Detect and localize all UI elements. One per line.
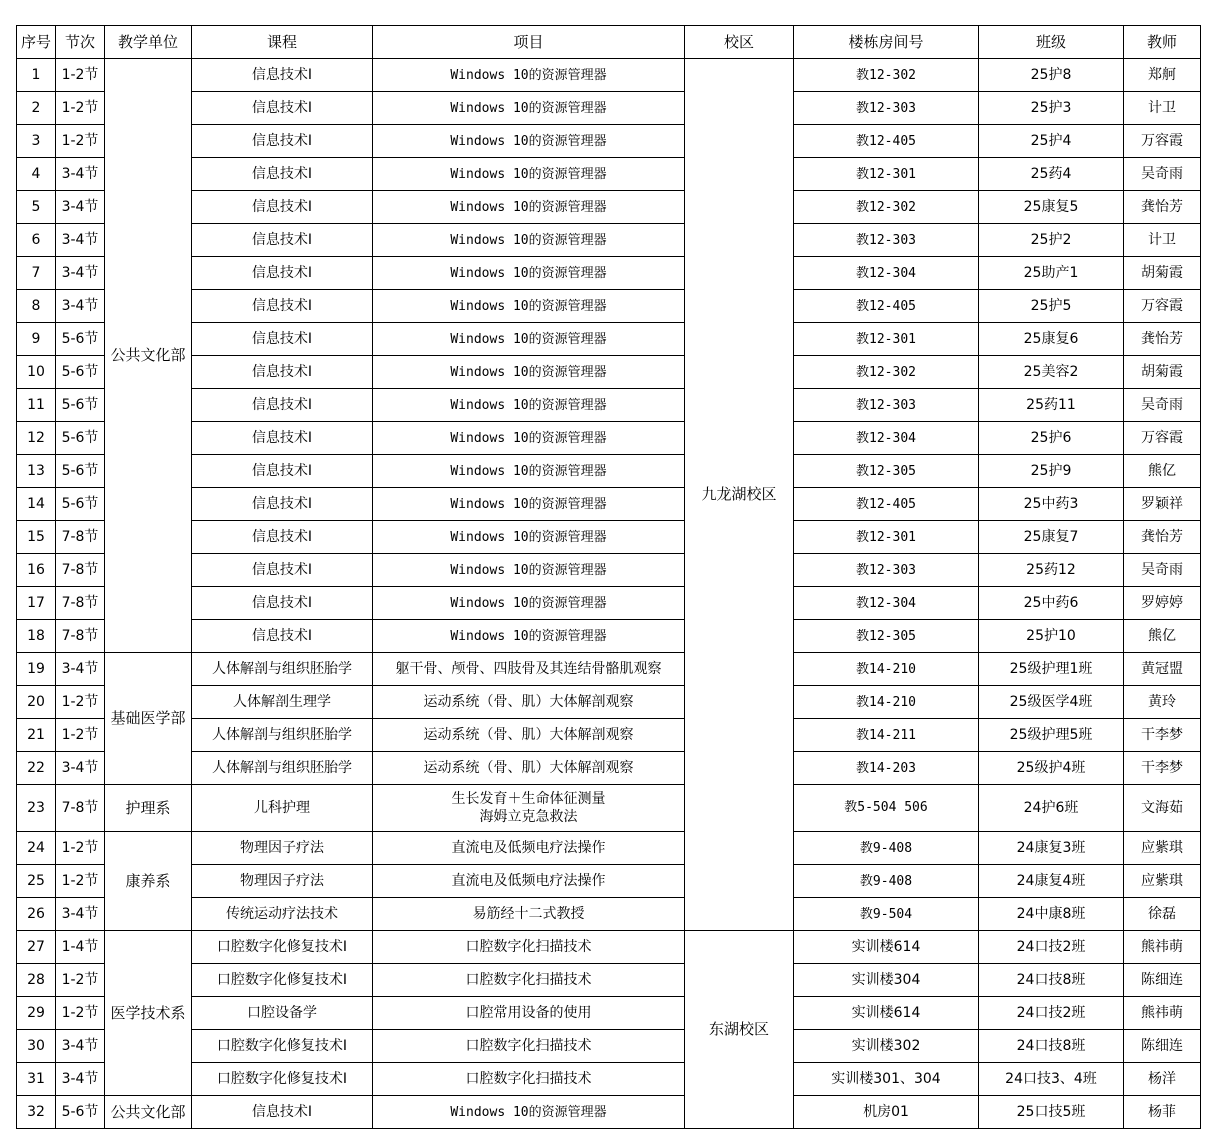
cell-period: 1-2节 xyxy=(56,832,105,865)
cell-project: Windows 10的资源管理器 xyxy=(373,323,685,356)
cell-period: 3-4节 xyxy=(56,158,105,191)
cell-index: 22 xyxy=(17,752,56,785)
cell-index: 3 xyxy=(17,125,56,158)
cell-class: 25药4 xyxy=(979,158,1124,191)
cell-teacher: 龚怡芳 xyxy=(1124,323,1201,356)
cell-teacher: 陈细连 xyxy=(1124,964,1201,997)
cell-period: 1-2节 xyxy=(56,59,105,92)
cell-course: 信息技术Ⅰ xyxy=(192,521,373,554)
cell-index: 30 xyxy=(17,1030,56,1063)
cell-period: 1-2节 xyxy=(56,997,105,1030)
cell-project: 运动系统（骨、肌）大体解剖观察 xyxy=(373,752,685,785)
header-class: 班级 xyxy=(979,26,1124,59)
cell-class: 25康复7 xyxy=(979,521,1124,554)
cell-index: 4 xyxy=(17,158,56,191)
cell-room: 教5-504 506 xyxy=(794,785,979,832)
cell-teacher: 黄冠盟 xyxy=(1124,653,1201,686)
cell-class: 25护9 xyxy=(979,455,1124,488)
cell-index: 26 xyxy=(17,898,56,931)
cell-room: 实训楼614 xyxy=(794,931,979,964)
cell-index: 11 xyxy=(17,389,56,422)
table-row xyxy=(17,488,1201,521)
cell-period: 1-2节 xyxy=(56,719,105,752)
cell-room: 机房01 xyxy=(794,1096,979,1129)
cell-index: 21 xyxy=(17,719,56,752)
cell-teacher: 应紫琪 xyxy=(1124,832,1201,865)
cell-period: 1-2节 xyxy=(56,92,105,125)
cell-project: Windows 10的资源管理器 xyxy=(373,554,685,587)
cell-room: 教12-304 xyxy=(794,257,979,290)
cell-teacher: 胡菊霞 xyxy=(1124,356,1201,389)
cell-project: 直流电及低频电疗法操作 xyxy=(373,865,685,898)
cell-project: Windows 10的资源管理器 xyxy=(373,620,685,653)
cell-index: 19 xyxy=(17,653,56,686)
cell-period: 7-8节 xyxy=(56,785,105,832)
cell-class: 25护6 xyxy=(979,422,1124,455)
table-row xyxy=(17,1030,1201,1063)
table-body xyxy=(17,59,1201,1129)
cell-period: 5-6节 xyxy=(56,455,105,488)
cell-teacher: 陈细连 xyxy=(1124,1030,1201,1063)
table-row xyxy=(17,898,1201,931)
cell-class: 25中药3 xyxy=(979,488,1124,521)
cell-teacher: 文海茹 xyxy=(1124,785,1201,832)
cell-room: 实训楼614 xyxy=(794,997,979,1030)
cell-index: 15 xyxy=(17,521,56,554)
cell-index: 9 xyxy=(17,323,56,356)
table-row xyxy=(17,1096,1201,1129)
cell-project: 口腔数字化扫描技术 xyxy=(373,964,685,997)
header-teacher: 教师 xyxy=(1124,26,1201,59)
cell-index: 25 xyxy=(17,865,56,898)
cell-project: Windows 10的资源管理器 xyxy=(373,92,685,125)
cell-project-line: 海姆立克急救法 xyxy=(479,809,578,825)
cell-period: 3-4节 xyxy=(56,290,105,323)
table-row xyxy=(17,931,1201,964)
cell-room: 实训楼301、304 xyxy=(794,1063,979,1096)
cell-room: 教12-405 xyxy=(794,488,979,521)
cell-room: 教12-405 xyxy=(794,290,979,323)
cell-teacher: 万容霞 xyxy=(1124,422,1201,455)
cell-index: 29 xyxy=(17,997,56,1030)
table-row xyxy=(17,620,1201,653)
cell-room: 实训楼304 xyxy=(794,964,979,997)
cell-index: 27 xyxy=(17,931,56,964)
cell-course: 信息技术Ⅰ xyxy=(192,125,373,158)
cell-room: 教12-302 xyxy=(794,191,979,224)
cell-teacher: 干李梦 xyxy=(1124,719,1201,752)
cell-course: 信息技术Ⅰ xyxy=(192,587,373,620)
cell-room: 教14-210 xyxy=(794,653,979,686)
cell-index: 17 xyxy=(17,587,56,620)
cell-room: 教12-302 xyxy=(794,356,979,389)
cell-teacher: 罗婷婷 xyxy=(1124,587,1201,620)
cell-period: 1-2节 xyxy=(56,865,105,898)
cell-index: 10 xyxy=(17,356,56,389)
cell-project: 运动系统（骨、肌）大体解剖观察 xyxy=(373,719,685,752)
cell-course: 信息技术Ⅰ xyxy=(192,191,373,224)
cell-period: 1-2节 xyxy=(56,125,105,158)
cell-class: 25康复6 xyxy=(979,323,1124,356)
header-room: 楼栋房间号 xyxy=(794,26,979,59)
cell-period: 5-6节 xyxy=(56,488,105,521)
cell-course: 信息技术Ⅰ xyxy=(192,1096,373,1129)
cell-teacher: 黄玲 xyxy=(1124,686,1201,719)
cell-period: 5-6节 xyxy=(56,323,105,356)
cell-campus: 东湖校区 xyxy=(685,931,794,1129)
cell-course: 信息技术Ⅰ xyxy=(192,389,373,422)
cell-teacher: 吴奇雨 xyxy=(1124,389,1201,422)
cell-class: 25级护理1班 xyxy=(979,653,1124,686)
table-row xyxy=(17,785,1201,832)
cell-index: 12 xyxy=(17,422,56,455)
cell-project: 口腔常用设备的使用 xyxy=(373,997,685,1030)
cell-class: 25护4 xyxy=(979,125,1124,158)
cell-course: 口腔设备学 xyxy=(192,997,373,1030)
cell-course: 口腔数字化修复技术I xyxy=(192,931,373,964)
cell-class: 25护2 xyxy=(979,224,1124,257)
cell-period: 5-6节 xyxy=(56,1096,105,1129)
cell-class: 24口技2班 xyxy=(979,997,1124,1030)
cell-unit: 基础医学部 xyxy=(105,653,192,785)
cell-room: 教14-203 xyxy=(794,752,979,785)
cell-project: Windows 10的资源管理器 xyxy=(373,125,685,158)
table-row xyxy=(17,224,1201,257)
cell-unit: 医学技术系 xyxy=(105,931,192,1096)
header-course: 课程 xyxy=(192,26,373,59)
cell-class: 24口技8班 xyxy=(979,1030,1124,1063)
cell-course: 人体解剖与组织胚胎学 xyxy=(192,653,373,686)
cell-project: 口腔数字化扫描技术 xyxy=(373,1063,685,1096)
cell-class: 25药11 xyxy=(979,389,1124,422)
cell-room: 教9-504 xyxy=(794,898,979,931)
cell-period: 3-4节 xyxy=(56,1063,105,1096)
cell-period: 5-6节 xyxy=(56,422,105,455)
cell-project: Windows 10的资源管理器 xyxy=(373,191,685,224)
cell-teacher: 熊亿 xyxy=(1124,620,1201,653)
cell-course: 信息技术Ⅰ xyxy=(192,158,373,191)
cell-period: 3-4节 xyxy=(56,653,105,686)
cell-teacher: 龚怡芳 xyxy=(1124,521,1201,554)
cell-teacher: 吴奇雨 xyxy=(1124,158,1201,191)
cell-teacher: 万容霞 xyxy=(1124,125,1201,158)
cell-teacher: 胡菊霞 xyxy=(1124,257,1201,290)
cell-index: 20 xyxy=(17,686,56,719)
cell-room: 教9-408 xyxy=(794,865,979,898)
cell-class: 24护6班 xyxy=(979,785,1124,832)
cell-period: 5-6节 xyxy=(56,356,105,389)
cell-teacher: 徐磊 xyxy=(1124,898,1201,931)
cell-index: 1 xyxy=(17,59,56,92)
cell-index: 32 xyxy=(17,1096,56,1129)
cell-class: 25口技5班 xyxy=(979,1096,1124,1129)
cell-unit: 康养系 xyxy=(105,832,192,931)
cell-project: Windows 10的资源管理器 xyxy=(373,257,685,290)
cell-room: 教14-210 xyxy=(794,686,979,719)
cell-course: 人体解剖与组织胚胎学 xyxy=(192,719,373,752)
cell-project: 口腔数字化扫描技术 xyxy=(373,1030,685,1063)
cell-period: 7-8节 xyxy=(56,620,105,653)
cell-class: 25中药6 xyxy=(979,587,1124,620)
cell-period: 1-2节 xyxy=(56,964,105,997)
cell-class: 24康复4班 xyxy=(979,865,1124,898)
cell-period: 5-6节 xyxy=(56,389,105,422)
cell-teacher: 熊亿 xyxy=(1124,455,1201,488)
cell-course: 信息技术Ⅰ xyxy=(192,455,373,488)
cell-room: 教12-303 xyxy=(794,389,979,422)
cell-room: 教12-301 xyxy=(794,521,979,554)
cell-room: 教12-304 xyxy=(794,587,979,620)
cell-teacher: 干李梦 xyxy=(1124,752,1201,785)
cell-class: 25级护理5班 xyxy=(979,719,1124,752)
cell-course: 信息技术Ⅰ xyxy=(192,356,373,389)
table-row xyxy=(17,323,1201,356)
cell-class: 25助产1 xyxy=(979,257,1124,290)
cell-teacher: 郑舸 xyxy=(1124,59,1201,92)
cell-room: 教14-211 xyxy=(794,719,979,752)
cell-campus: 九龙湖校区 xyxy=(685,59,794,931)
table-row xyxy=(17,1063,1201,1096)
cell-project: Windows 10的资源管理器 xyxy=(373,422,685,455)
cell-project: Windows 10的资源管理器 xyxy=(373,290,685,323)
cell-room: 教12-303 xyxy=(794,554,979,587)
cell-course: 人体解剖生理学 xyxy=(192,686,373,719)
cell-class: 25护3 xyxy=(979,92,1124,125)
table-row xyxy=(17,554,1201,587)
cell-course: 信息技术Ⅰ xyxy=(192,488,373,521)
table-row xyxy=(17,290,1201,323)
table-row xyxy=(17,964,1201,997)
schedule-table xyxy=(16,25,1201,1129)
header-period: 节次 xyxy=(56,26,105,59)
cell-room: 教12-405 xyxy=(794,125,979,158)
cell-class: 24口技3、4班 xyxy=(979,1063,1124,1096)
cell-project xyxy=(373,785,685,832)
cell-index: 18 xyxy=(17,620,56,653)
cell-class: 24口技2班 xyxy=(979,931,1124,964)
table-row xyxy=(17,92,1201,125)
cell-room: 教12-302 xyxy=(794,59,979,92)
table-row xyxy=(17,521,1201,554)
cell-room: 教12-301 xyxy=(794,158,979,191)
cell-index: 23 xyxy=(17,785,56,832)
table-row xyxy=(17,389,1201,422)
cell-room: 教12-305 xyxy=(794,620,979,653)
cell-period: 3-4节 xyxy=(56,224,105,257)
cell-room: 教12-301 xyxy=(794,323,979,356)
cell-room: 教12-305 xyxy=(794,455,979,488)
cell-room: 教12-304 xyxy=(794,422,979,455)
table-row xyxy=(17,356,1201,389)
cell-room: 教12-303 xyxy=(794,224,979,257)
cell-period: 7-8节 xyxy=(56,554,105,587)
cell-project: Windows 10的资源管理器 xyxy=(373,158,685,191)
cell-index: 7 xyxy=(17,257,56,290)
cell-class: 24康复3班 xyxy=(979,832,1124,865)
header-row xyxy=(17,26,1201,59)
table-row xyxy=(17,997,1201,1030)
table-row xyxy=(17,125,1201,158)
cell-teacher: 应紫琪 xyxy=(1124,865,1201,898)
cell-index: 31 xyxy=(17,1063,56,1096)
table-row xyxy=(17,832,1201,865)
cell-index: 16 xyxy=(17,554,56,587)
cell-course: 信息技术Ⅰ xyxy=(192,554,373,587)
table-row xyxy=(17,752,1201,785)
table-row xyxy=(17,587,1201,620)
table-row xyxy=(17,158,1201,191)
table-row xyxy=(17,653,1201,686)
cell-project-line: 生长发育＋生命体征测量 xyxy=(451,791,606,807)
cell-class: 25康复5 xyxy=(979,191,1124,224)
cell-course: 口腔数字化修复技术I xyxy=(192,1063,373,1096)
cell-project: 口腔数字化扫描技术 xyxy=(373,931,685,964)
cell-unit: 公共文化部 xyxy=(105,1096,192,1129)
cell-room: 教9-408 xyxy=(794,832,979,865)
table-row xyxy=(17,59,1201,92)
cell-index: 24 xyxy=(17,832,56,865)
cell-class: 25级护4班 xyxy=(979,752,1124,785)
cell-course: 信息技术Ⅰ xyxy=(192,620,373,653)
cell-project: Windows 10的资源管理器 xyxy=(373,587,685,620)
cell-class: 25药12 xyxy=(979,554,1124,587)
table-row xyxy=(17,686,1201,719)
cell-class: 25美容2 xyxy=(979,356,1124,389)
cell-index: 13 xyxy=(17,455,56,488)
cell-project: 运动系统（骨、肌）大体解剖观察 xyxy=(373,686,685,719)
cell-course: 信息技术Ⅰ xyxy=(192,224,373,257)
cell-project: Windows 10的资源管理器 xyxy=(373,224,685,257)
cell-teacher: 杨洋 xyxy=(1124,1063,1201,1096)
cell-index: 5 xyxy=(17,191,56,224)
cell-room: 教12-303 xyxy=(794,92,979,125)
header-unit: 教学单位 xyxy=(105,26,192,59)
cell-teacher: 计卫 xyxy=(1124,224,1201,257)
cell-period: 3-4节 xyxy=(56,752,105,785)
cell-course: 信息技术Ⅰ xyxy=(192,257,373,290)
cell-course: 口腔数字化修复技术I xyxy=(192,964,373,997)
table-row xyxy=(17,455,1201,488)
cell-course: 儿科护理 xyxy=(192,785,373,832)
cell-period: 3-4节 xyxy=(56,191,105,224)
cell-index: 6 xyxy=(17,224,56,257)
cell-course: 口腔数字化修复技术I xyxy=(192,1030,373,1063)
cell-period: 7-8节 xyxy=(56,521,105,554)
cell-teacher: 计卫 xyxy=(1124,92,1201,125)
cell-project: Windows 10的资源管理器 xyxy=(373,1096,685,1129)
cell-class: 24口技8班 xyxy=(979,964,1124,997)
cell-period: 1-2节 xyxy=(56,686,105,719)
cell-course: 信息技术Ⅰ xyxy=(192,290,373,323)
cell-project: 易筋经十二式教授 xyxy=(373,898,685,931)
cell-course: 信息技术Ⅰ xyxy=(192,323,373,356)
cell-course: 传统运动疗法技术 xyxy=(192,898,373,931)
cell-period: 7-8节 xyxy=(56,587,105,620)
table-row xyxy=(17,865,1201,898)
cell-project: Windows 10的资源管理器 xyxy=(373,488,685,521)
schedule-sheet xyxy=(16,25,1201,1129)
cell-class: 25级医学4班 xyxy=(979,686,1124,719)
cell-index: 14 xyxy=(17,488,56,521)
cell-teacher: 熊祎萌 xyxy=(1124,931,1201,964)
cell-period: 3-4节 xyxy=(56,898,105,931)
cell-class: 25护8 xyxy=(979,59,1124,92)
cell-project: 直流电及低频电疗法操作 xyxy=(373,832,685,865)
header-campus: 校区 xyxy=(685,26,794,59)
table-row xyxy=(17,257,1201,290)
cell-course: 物理因子疗法 xyxy=(192,865,373,898)
cell-course: 信息技术Ⅰ xyxy=(192,59,373,92)
cell-period: 3-4节 xyxy=(56,257,105,290)
cell-course: 物理因子疗法 xyxy=(192,832,373,865)
cell-teacher: 熊祎萌 xyxy=(1124,997,1201,1030)
cell-project: 躯干骨、颅骨、四肢骨及其连结骨骼肌观察 xyxy=(373,653,685,686)
header-project: 项目 xyxy=(373,26,685,59)
table-row xyxy=(17,191,1201,224)
cell-project: Windows 10的资源管理器 xyxy=(373,521,685,554)
cell-course: 信息技术Ⅰ xyxy=(192,92,373,125)
table-row xyxy=(17,719,1201,752)
cell-index: 28 xyxy=(17,964,56,997)
cell-period: 3-4节 xyxy=(56,1030,105,1063)
cell-project: Windows 10的资源管理器 xyxy=(373,389,685,422)
cell-class: 25护5 xyxy=(979,290,1124,323)
cell-unit: 公共文化部 xyxy=(105,59,192,653)
cell-unit: 护理系 xyxy=(105,785,192,832)
cell-index: 2 xyxy=(17,92,56,125)
header-index: 序号 xyxy=(17,26,56,59)
cell-class: 25护10 xyxy=(979,620,1124,653)
cell-teacher: 万容霞 xyxy=(1124,290,1201,323)
cell-teacher: 龚怡芳 xyxy=(1124,191,1201,224)
cell-period: 1-4节 xyxy=(56,931,105,964)
table-row xyxy=(17,422,1201,455)
cell-teacher: 杨菲 xyxy=(1124,1096,1201,1129)
cell-project: Windows 10的资源管理器 xyxy=(373,59,685,92)
cell-teacher: 吴奇雨 xyxy=(1124,554,1201,587)
cell-project: Windows 10的资源管理器 xyxy=(373,455,685,488)
cell-index: 8 xyxy=(17,290,56,323)
cell-course: 信息技术Ⅰ xyxy=(192,422,373,455)
cell-course: 人体解剖与组织胚胎学 xyxy=(192,752,373,785)
cell-class: 24中康8班 xyxy=(979,898,1124,931)
cell-teacher: 罗颖祥 xyxy=(1124,488,1201,521)
cell-project: Windows 10的资源管理器 xyxy=(373,356,685,389)
cell-room: 实训楼302 xyxy=(794,1030,979,1063)
